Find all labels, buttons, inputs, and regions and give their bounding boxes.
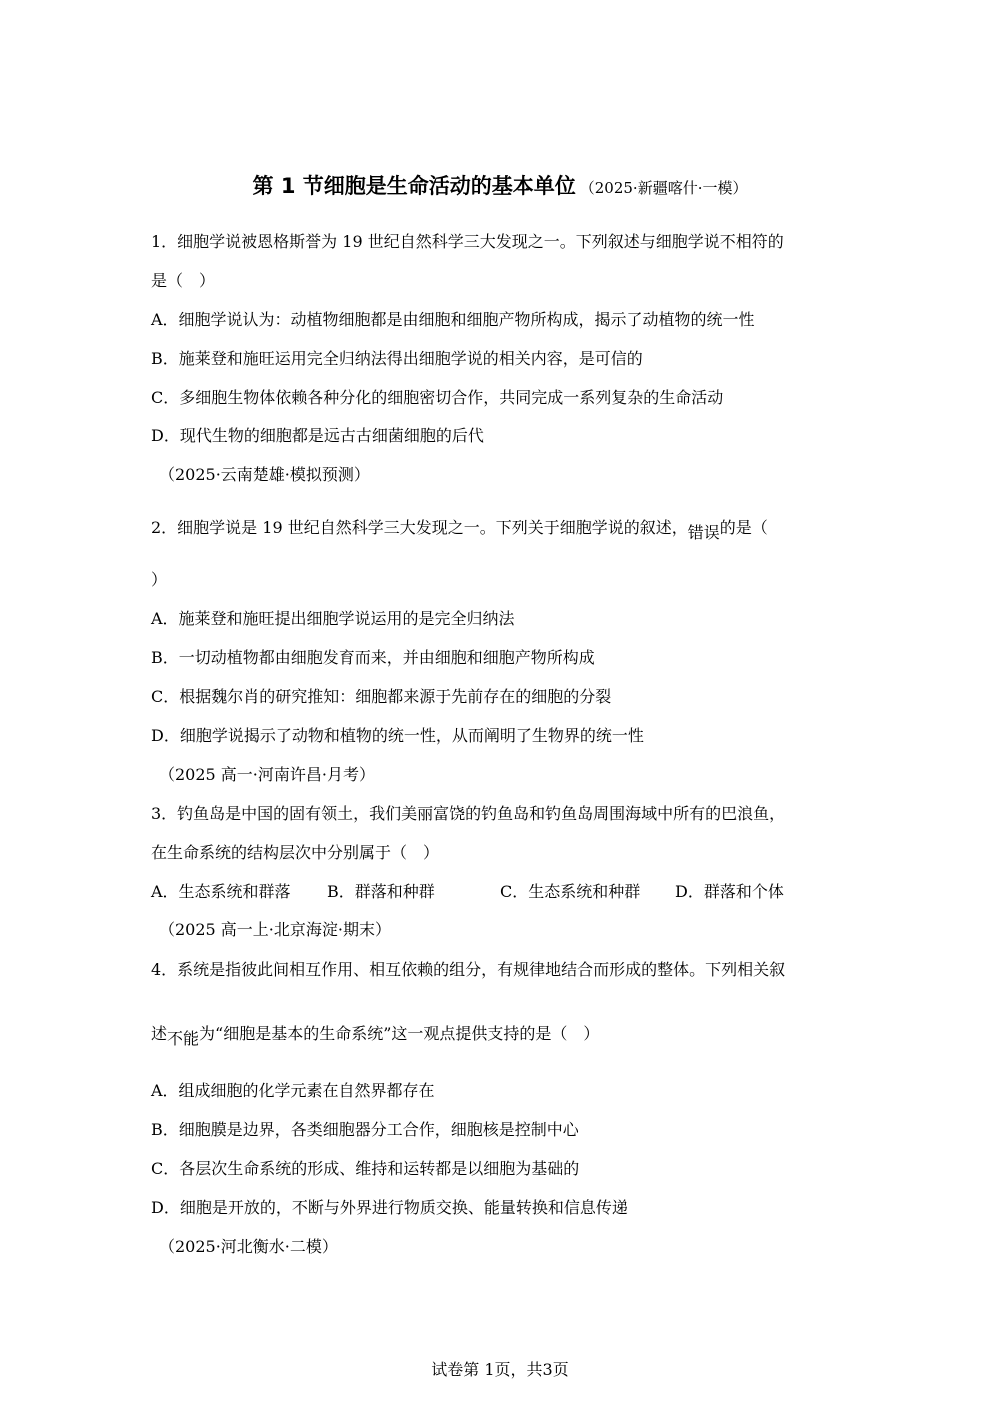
page-title — [0, 170, 1000, 200]
q2-stem-a: 2．细胞学说是 19 世纪自然科学三大发现之一。下列关于细胞学说的叙述， — [151, 518, 688, 537]
q3-stem-line1: 3．钓鱼岛是中国的固有领土，我们美丽富饶的钓鱼岛和钓鱼岛周围海域中所有的巴浪鱼， — [151, 804, 786, 823]
q2-stem-line2: ） — [151, 570, 168, 589]
q2-option-c: C．根据魏尔肖的研究推知：细胞都来源于先前存在的细胞的分裂 — [151, 687, 612, 706]
q1-option-c: C．多细胞生物体依赖各种分化的细胞密切合作，共同完成一系列复杂的生命活动 — [151, 388, 724, 407]
q4-stem-c: 为“细胞是基本的生命系统”这一观点提供支持的是（ ） — [199, 1024, 600, 1043]
q2-option-b: B．一切动植物都由细胞发育而来，并由细胞和细胞产物所构成 — [151, 648, 595, 667]
q5-source: （2025·河北衡水·二模） — [159, 1237, 338, 1256]
q2-source: （2025·云南楚雄·模拟预测） — [159, 465, 370, 484]
q4-stem-line2 — [151, 1024, 600, 1048]
title-main: 第 1 节细胞是生命活动的基本单位 — [252, 174, 576, 198]
q1-option-d: D．现代生物的细胞都是远古古细菌细胞的后代 — [151, 426, 484, 445]
q4-option-c: C．各层次生命系统的形成、维持和运转都是以细胞为基础的 — [151, 1159, 580, 1178]
q2-stem-emphasis: 错误 — [687, 523, 720, 542]
q2-stem-line1 — [151, 518, 768, 542]
page-footer: 试卷第 1页，共3页 — [431, 1360, 569, 1379]
q4-stem-line1: 4．系统是指彼此间相互作用、相互依赖的组分，有规律地结合而形成的整体。下列相关叙 — [151, 960, 786, 979]
q3-option-d: D．群落和个体 — [675, 882, 784, 901]
q2-option-d: D．细胞学说揭示了动物和植物的统一性，从而阐明了生物界的统一性 — [151, 726, 644, 745]
q4-stem-emphasis: 不能 — [167, 1029, 200, 1048]
q1-option-b: B．施莱登和施旺运用完全归纳法得出细胞学说的相关内容，是可信的 — [151, 349, 643, 368]
q3-stem-line2: 在生命系统的结构层次中分别属于（ ） — [151, 843, 440, 862]
q3-option-c: C．生态系统和种群 — [500, 882, 641, 901]
q2-stem-c: 的是（ — [719, 518, 768, 537]
q4-option-a: A．组成细胞的化学元素在自然界都存在 — [151, 1081, 435, 1100]
q4-stem-a: 述 — [151, 1024, 168, 1043]
q4-source: （2025 高一上·北京海淀·期末） — [159, 920, 391, 939]
q2-option-a: A．施莱登和施旺提出细胞学说运用的是完全归纳法 — [151, 609, 515, 628]
q4-option-b: B．细胞膜是边界，各类细胞器分工合作，细胞核是控制中心 — [151, 1120, 579, 1139]
q4-option-d: D．细胞是开放的，不断与外界进行物质交换、能量转换和信息传递 — [151, 1198, 628, 1217]
q3-option-a: A．生态系统和群落 — [151, 882, 291, 901]
q3-option-b: B．群落和种群 — [327, 882, 435, 901]
q1-stem-line2: 是（ ） — [151, 271, 216, 290]
title-source: （2025·新疆喀什·一模） — [579, 179, 748, 197]
q1-stem-line1: 1．细胞学说被恩格斯誉为 19 世纪自然科学三大发现之一。下列叙述与细胞学说不相符的 — [151, 232, 784, 251]
q1-option-a: A．细胞学说认为：动植物细胞都是由细胞和细胞产物所构成，揭示了动植物的统一性 — [151, 310, 755, 329]
q3-source: （2025 高一·河南许昌·月考） — [159, 765, 375, 784]
